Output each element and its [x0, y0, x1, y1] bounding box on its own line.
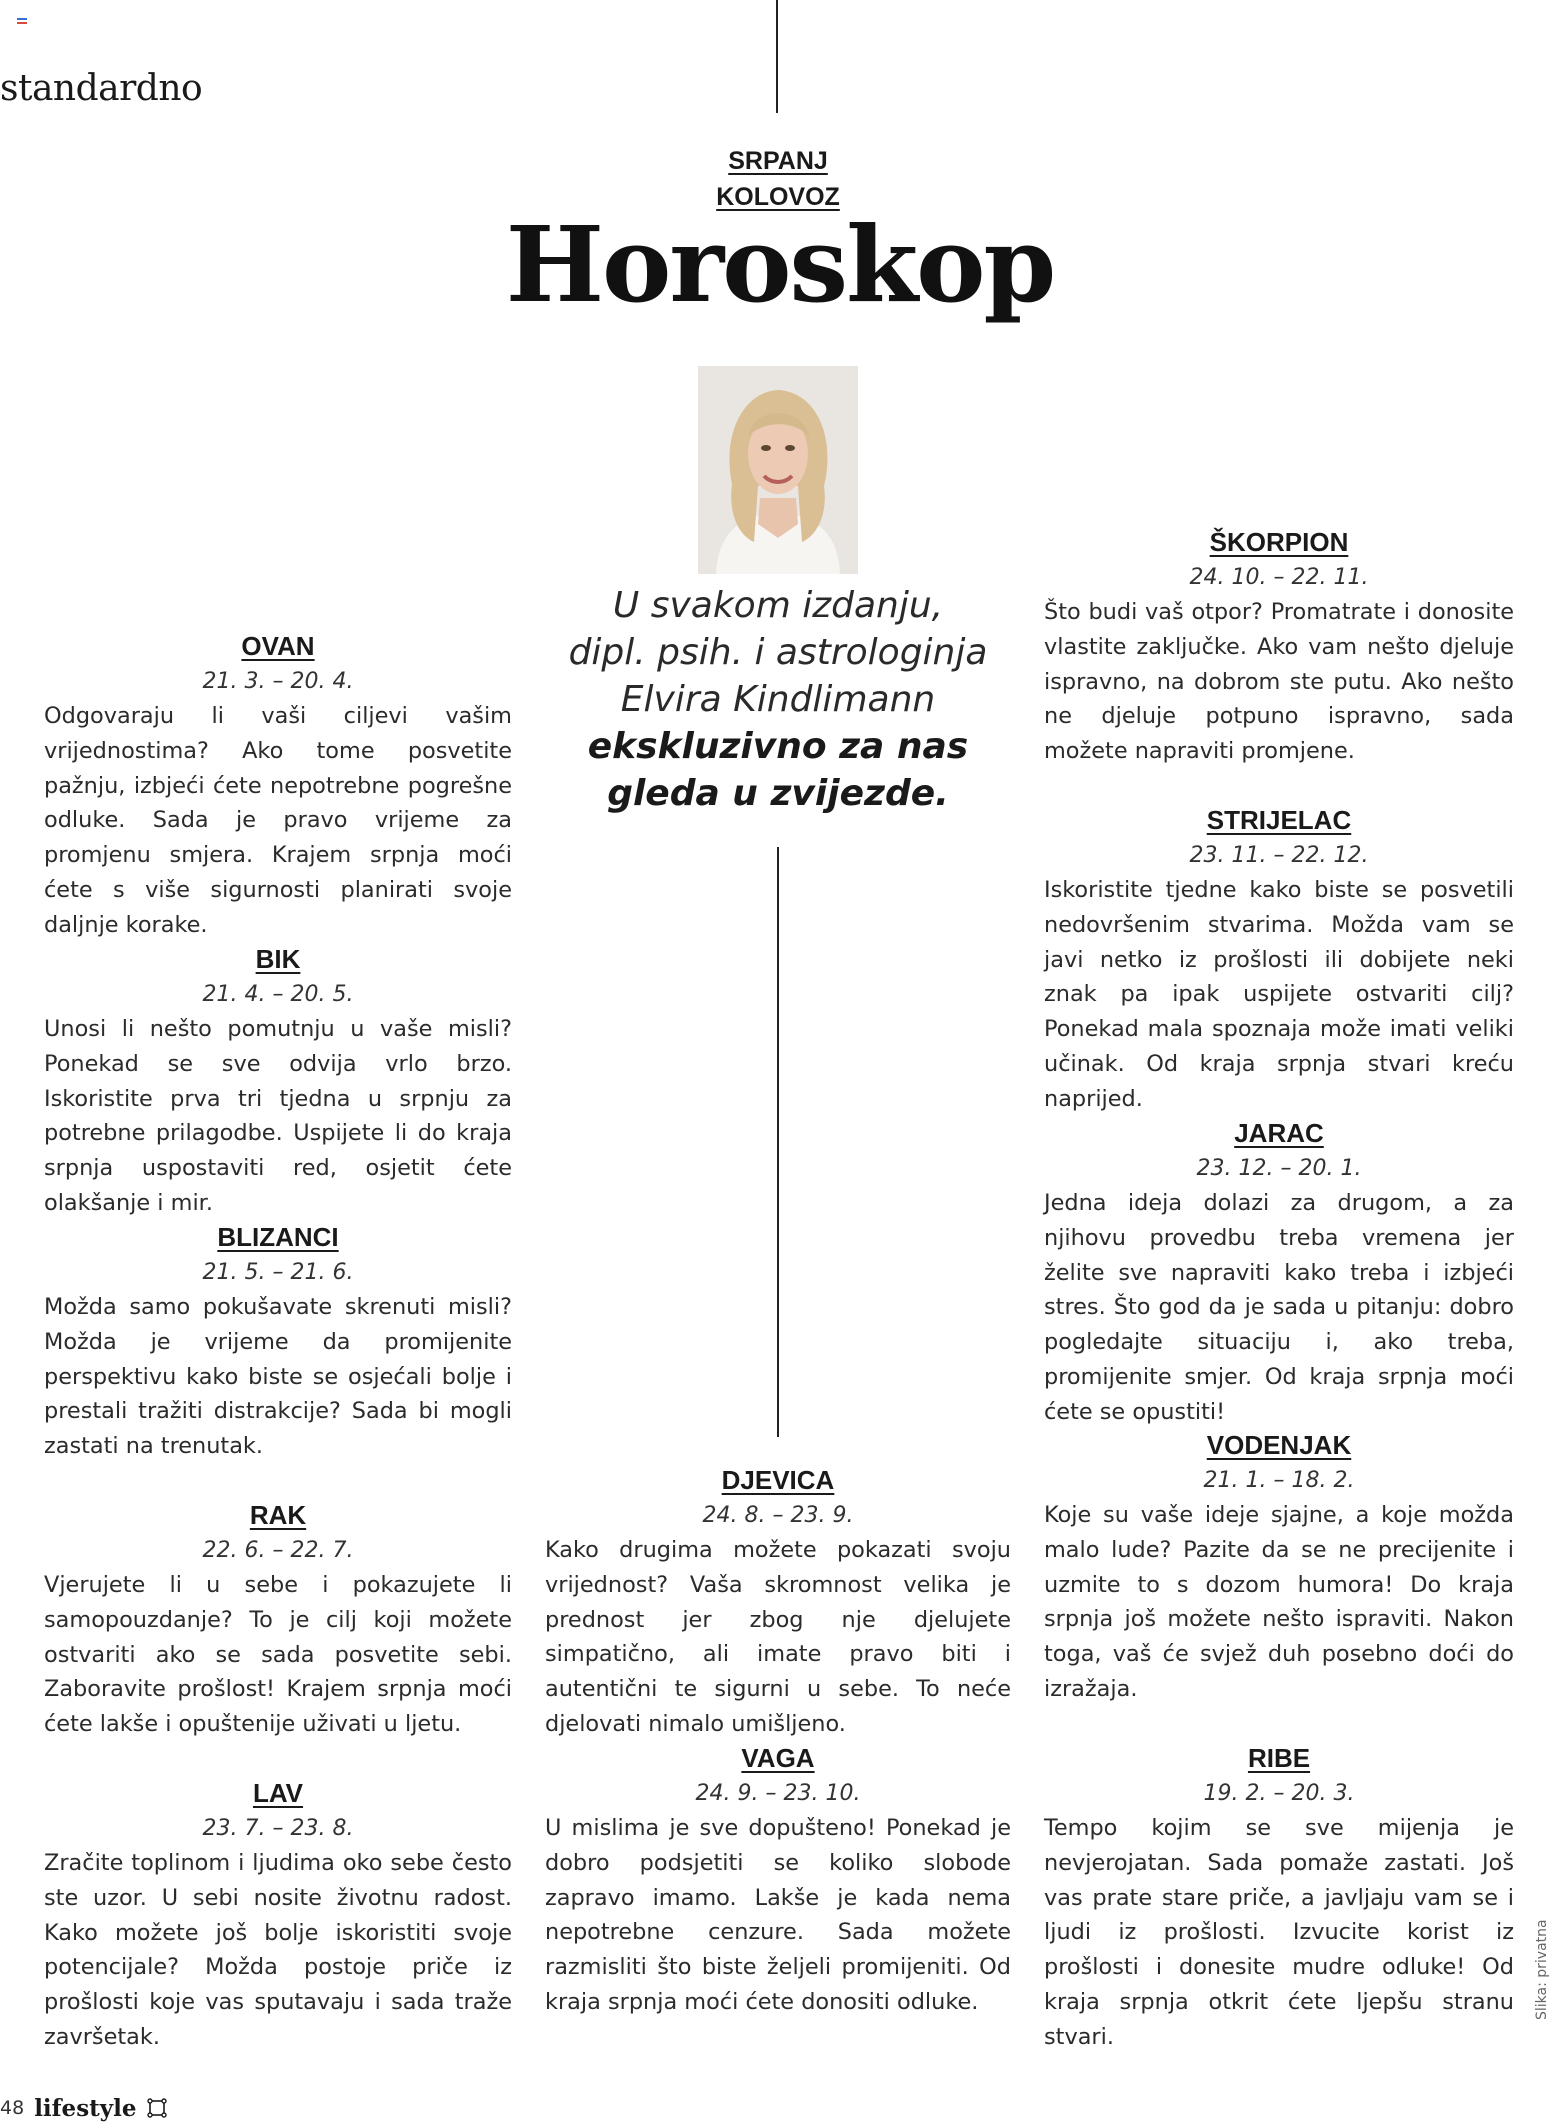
- sign-name: STRIJELAC: [1206, 805, 1352, 835]
- sign-text: Kako drugima možete pokazati svoju vrijednost? Vaša skromnost velika je prednost jer zbog nje djelujete simpatično, ali imate pravo biti i autentični te sigurni u sebe. To neće djelovati nimalo umišljeno.: [545, 1537, 1011, 1737]
- sign-text: Iskoristite tjedne kako biste se posvetili nedovršenim stvarima. Možda vam se javi netko iz prošlosti ili dobijete neki znak pa ipak uspijete ostvariti cilj? Ponekad mala spoznaja može imati veliki učinak. Od kraja srpnja stvari kreću naprijed.: [1044, 877, 1514, 1112]
- sign-dates: 24. 9. – 23. 10.: [695, 1781, 861, 1806]
- sign-ovan: [44, 629, 512, 943]
- page-footer: [0, 2094, 167, 2122]
- brand-icon: [147, 2098, 167, 2118]
- portrait-image: [698, 366, 858, 574]
- sign-name: RIBE: [1247, 1743, 1311, 1773]
- sign-text: Što budi vaš otpor? Promatrate i donosite vlastite zaključke. Ako vam nešto djeluje ispravno, na dobrom ste putu. Ako nešto ne djeluje potpuno ispravno, sada možete napraviti promjene.: [1044, 599, 1514, 765]
- sign-text: Vjerujete li u sebe i pokazujete li samopouzdanje? To je cilj koji možete ostvariti ako se sada posvetite sebi. Zaboravite prošlost! Krajem srpnja moći ćete lakše i opuštenije uživati u ljetu.: [44, 1572, 512, 1738]
- sign-text: Koje su vaše ideje sjajne, a koje možda malo lude? Pazite da se ne precijenite i uzmite to s dozom humora! Do kraja srpnja još možete nešto ispraviti. Nakon toga, vaš će svjež duh posebno doći do izražaja.: [1044, 1502, 1514, 1702]
- sign-vodenjak: [1044, 1428, 1514, 1707]
- sign-text: Zračite toplinom i ljudima oko sebe često ste uzor. U sebi nosite životnu radost. Kako možete još bolje iskoristiti svoje potencijale? Možda postoje priče iz prošlosti koje vas sputavaju i sada traže završetak.: [44, 1850, 512, 2050]
- photo-credit: Slika: privatna: [1534, 1919, 1550, 2020]
- astrologer-photo: [698, 366, 858, 574]
- intro-line: Elvira Kindlimann: [620, 679, 936, 720]
- intro-line: U svakom izdanju,: [612, 585, 944, 626]
- section-label: standardno: [0, 68, 203, 109]
- sign-jarac: [1044, 1116, 1514, 1430]
- center-divider: [777, 847, 779, 1437]
- brand-name: lifestyle: [34, 2094, 137, 2122]
- sign-dates: 23. 12. – 20. 1.: [1196, 1156, 1362, 1181]
- sign-dates: 24. 10. – 22. 11.: [1189, 565, 1369, 590]
- sign-name: VAGA: [741, 1743, 815, 1773]
- sign-name: BIK: [255, 944, 301, 974]
- sign-dates: 24. 8. – 23. 9.: [702, 1503, 854, 1528]
- month-label: KOLOVOZ: [716, 183, 840, 211]
- sign-ribe: [1044, 1741, 1514, 2055]
- sign-dates: 19. 2. – 20. 3.: [1203, 1781, 1355, 1806]
- sign-name: LAV: [252, 1778, 304, 1808]
- intro-line-bold: ekskluzivno za nas: [587, 726, 969, 767]
- sign-dates: 23. 7. – 23. 8.: [202, 1816, 354, 1841]
- sign-name: BLIZANCI: [217, 1222, 339, 1252]
- sign-text: Jedna ideja dolazi za drugom, a za njihovu provedbu treba vremena jer želite sve napraviti kako treba i izbjeći stres. Što god da je sada u pitanju: dobro pogledajte situaciju i, ako treba, promijenite smjer. Od kraja srpnja moći ćete se opustiti!: [1044, 1190, 1514, 1425]
- sign-blizanci: [44, 1220, 512, 1464]
- sign-dates: 23. 11. – 22. 12.: [1189, 843, 1369, 868]
- sign-skorpion: [1044, 525, 1514, 769]
- sign-vaga: [545, 1741, 1011, 2020]
- intro-line: dipl. psih. i astrologinja: [568, 632, 988, 673]
- sign-name: DJEVICA: [721, 1465, 835, 1495]
- sign-text: U mislima je sve dopušteno! Ponekad je dobro podsjetiti se koliko slobode zapravo imamo. Lakše je kada nema nepotrebne cenzure. Sada možete razmisliti što biste željeli promijeniti. Od kraja srpnja moći ćete donositi odluke.: [545, 1815, 1011, 2015]
- sign-djevica: [545, 1463, 1011, 1742]
- sign-dates: 22. 6. – 22. 7.: [202, 1538, 354, 1563]
- sign-name: OVAN: [241, 631, 315, 661]
- sign-lav: [44, 1776, 512, 2055]
- sign-dates: 21. 3. – 20. 4.: [202, 669, 354, 694]
- sign-dates: 21. 4. – 20. 5.: [202, 982, 354, 1007]
- sign-text: Možda samo pokušavate skrenuti misli? Možda je vrijeme da promijenite perspektivu kako biste se osjećali bolje i prestali tražiti distrakcije? Sada bi mogli zastati na trenutak.: [44, 1294, 512, 1460]
- sign-rak: [44, 1498, 512, 1742]
- page-number: 48: [0, 2097, 25, 2119]
- sign-name: VODENJAK: [1206, 1430, 1352, 1460]
- corner-mark-icon: [17, 18, 27, 24]
- sign-bik: [44, 942, 512, 1221]
- sign-name: JARAC: [1234, 1118, 1324, 1148]
- sign-name: RAK: [249, 1500, 307, 1530]
- sign-text: Odgovaraju li vaši ciljevi vašim vrijednostima? Ako tome posvetite pažnju, izbjeći ćete nepotrebne pogrešne odluke. Sada je pravo vrijeme za promjenu smjera. Krajem srpnja moći ćete s više sigurnosti planirati svoje daljnje korake.: [44, 703, 512, 938]
- intro-line-bold: gleda u zvijezde.: [607, 773, 949, 814]
- sign-text: Tempo kojim se sve mijenja je nevjerojatan. Sada pomaže zastati. Još vas prate stare priče, a javljaju vam se i ljudi iz prošlosti. Izvucite korist iz prošlosti i donesite mudre odluke! Od kraja srpnja otkrit ćete ljepšu stranu stvari.: [1044, 1815, 1514, 2050]
- top-divider: [776, 0, 778, 113]
- month-label: SRPANJ: [728, 147, 828, 175]
- sign-name: ŠKORPION: [1209, 527, 1349, 557]
- intro-text: [545, 582, 1011, 817]
- sign-text: Unosi li nešto pomutnju u vaše misli? Ponekad se sve odvija vrlo brzo. Iskoristite prva tri tjedna u srpnju za potrebne prilagodbe. Uspijete li do kraja srpnja uspostaviti red, osjetit ćete olakšanje i mir.: [44, 1016, 512, 1216]
- sign-dates: 21. 1. – 18. 2.: [1203, 1468, 1355, 1493]
- sign-dates: 21. 5. – 21. 6.: [202, 1260, 354, 1285]
- sign-strijelac: [1044, 803, 1514, 1117]
- page-title: Horoskop: [505, 203, 1055, 326]
